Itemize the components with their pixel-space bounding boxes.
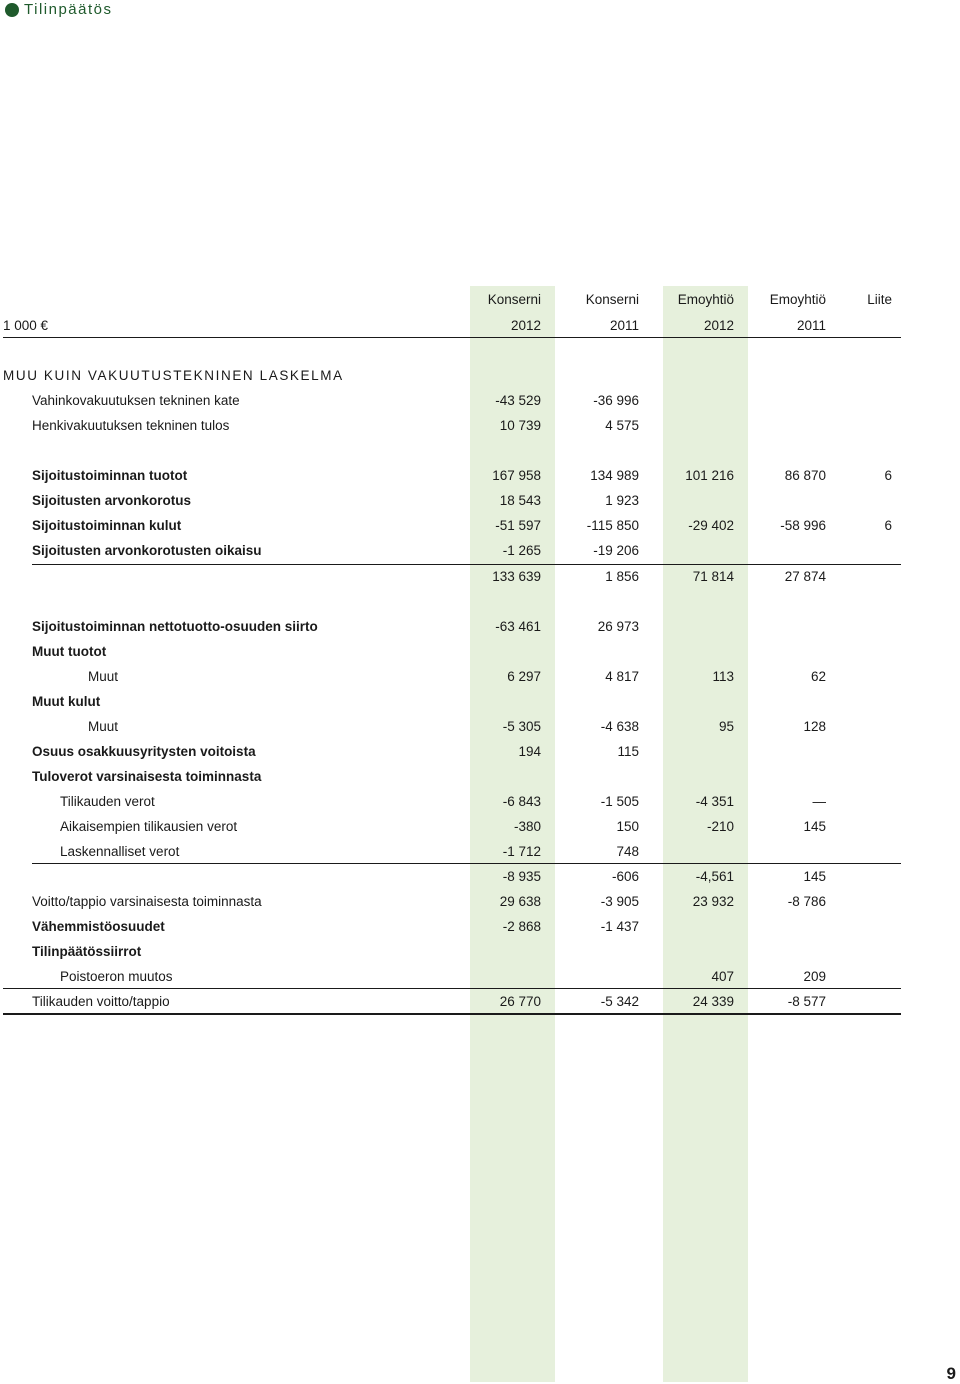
row-label: Sijoitustoiminnan kulut [32, 518, 182, 533]
row-value-col3: 23 932 [692, 894, 734, 909]
row-value-col1: 133 639 [492, 569, 541, 584]
year-3: 2012 [703, 318, 734, 333]
row-value-col2: -115 850 [586, 518, 639, 533]
row-value-col4: 27 874 [784, 569, 826, 584]
table-row [0, 819, 960, 841]
row-value-col1: -5 305 [502, 719, 541, 734]
column-heads-row [0, 292, 960, 314]
row-value-col2: -1 437 [600, 919, 639, 934]
row-value-col5: 6 [884, 518, 892, 533]
row-value-col2: 134 989 [590, 468, 639, 483]
row-label: Sijoitusten arvonkorotus [32, 493, 192, 508]
col-head-5: Liite [867, 292, 892, 307]
row-value-col2: 748 [616, 844, 639, 859]
table-row [0, 794, 960, 816]
table-row [0, 543, 960, 565]
row-label: Sijoitustoiminnan tuotot [32, 468, 188, 483]
row-label: Muut [88, 719, 119, 734]
row-value-col2: 115 [617, 744, 639, 759]
table-row [0, 769, 960, 791]
row-value-col2: 26 973 [597, 619, 639, 634]
row-value-col4: -58 996 [780, 518, 826, 533]
row-value-col2: 150 [616, 819, 639, 834]
table-row [0, 919, 960, 941]
row-value-col3: 101 216 [685, 468, 734, 483]
unit-label: 1 000 € [3, 318, 49, 333]
year-4: 2011 [796, 318, 826, 333]
row-value-col1: -6 843 [502, 794, 541, 809]
row-value-col5: 6 [884, 468, 892, 483]
row-label: Sijoitusten arvonkorotusten oikaisu [32, 543, 262, 558]
row-value-col4: 86 870 [784, 468, 826, 483]
col-head-4: Emoyhtiö [769, 292, 826, 307]
row-value-col2: -606 [611, 869, 639, 884]
row-value-col4: 145 [803, 869, 826, 884]
row-value-col2: -1 505 [600, 794, 639, 809]
subtotal-rule [3, 988, 901, 989]
row-value-col1: 26 770 [499, 994, 541, 1009]
row-value-col1: 6 297 [507, 669, 541, 684]
row-value-col4: -8 577 [787, 994, 826, 1009]
row-label: Aikaisempien tilikausien verot [60, 819, 238, 834]
row-value-col1: 167 958 [492, 468, 541, 483]
subtotal-rule [3, 1013, 901, 1015]
row-value-col4: 128 [803, 719, 826, 734]
row-value-col1: -51 597 [495, 518, 541, 533]
table-row [0, 619, 960, 641]
row-value-col3: 71 814 [692, 569, 734, 584]
row-label: Henkivakuutuksen tekninen tulos [32, 418, 230, 433]
row-value-col1: -43 529 [495, 393, 541, 408]
table-row [0, 493, 960, 515]
year-2: 2011 [609, 318, 639, 333]
table-row [0, 869, 960, 891]
row-value-col2: 1 923 [605, 493, 639, 508]
row-value-col4: — [812, 794, 826, 809]
row-value-col2: -19 206 [593, 543, 639, 558]
row-value-col2: -5 342 [600, 994, 639, 1009]
row-value-col3: 407 [711, 969, 734, 984]
row-value-col1: -1 265 [502, 543, 541, 558]
row-value-col3: -29 402 [688, 518, 734, 533]
col-head-2: Konserni [585, 292, 639, 307]
table-row [0, 418, 960, 440]
table-row [0, 569, 960, 591]
col-head-3: Emoyhtiö [677, 292, 734, 307]
row-value-col3: 95 [718, 719, 734, 734]
row-label: Muut tuotot [32, 644, 107, 659]
row-label: Muut [88, 669, 119, 684]
subtotal-rule [32, 564, 901, 565]
row-value-col4: 209 [803, 969, 826, 984]
row-value-col4: 145 [803, 819, 826, 834]
year-1: 2012 [510, 318, 541, 333]
row-label: Tuloverot varsinaisesta toiminnasta [32, 769, 262, 784]
row-value-col3: 113 [712, 669, 734, 684]
table-row [0, 694, 960, 716]
row-value-col3: -4,561 [695, 869, 734, 884]
page-header-title: Tilinpäätös [24, 1, 113, 18]
row-value-col1: 29 638 [499, 894, 541, 909]
row-value-col1: 194 [518, 744, 541, 759]
row-label: Tilikauden voitto/tappio [32, 994, 170, 1009]
row-value-col2: 4 817 [605, 669, 639, 684]
col-head-1: Konserni [487, 292, 541, 307]
row-value-col3: 24 339 [692, 994, 734, 1009]
row-label: Tilinpäätössiirrot [32, 944, 142, 959]
table-row [0, 944, 960, 966]
row-value-col1: -380 [513, 819, 541, 834]
table-row [0, 393, 960, 415]
row-label: Sijoitustoiminnan nettotuotto-osuuden siirto [32, 619, 318, 634]
header-rule [3, 337, 901, 338]
row-value-col2: 4 575 [605, 418, 639, 433]
table-row [0, 644, 960, 666]
table-row [0, 669, 960, 691]
table-row [0, 894, 960, 916]
row-value-col3: -4 351 [695, 794, 734, 809]
row-label: Laskennalliset verot [60, 844, 180, 859]
table-row [0, 468, 960, 490]
page-number: 9 [946, 1364, 956, 1383]
subtotal-rule [32, 863, 901, 864]
section-title: MUU KUIN VAKUUTUSTEKNINEN LASKELMA [3, 368, 344, 383]
row-label: Muut kulut [32, 694, 101, 709]
row-value-col1: -63 461 [495, 619, 541, 634]
row-value-col2: -36 996 [593, 393, 639, 408]
row-value-col1: -1 712 [502, 844, 541, 859]
table-row [0, 518, 960, 540]
row-value-col3: -210 [706, 819, 734, 834]
row-value-col4: 62 [810, 669, 826, 684]
row-value-col1: -8 935 [502, 869, 541, 884]
row-label: Vahinkovakuutuksen tekninen kate [32, 393, 240, 408]
row-value-col1: 10 739 [499, 418, 541, 433]
row-label: Poistoeron muutos [60, 969, 173, 984]
row-value-col2: 1 856 [605, 569, 639, 584]
row-label: Vähemmistöosuudet [32, 919, 165, 934]
row-value-col1: -2 868 [502, 919, 541, 934]
row-label: Voitto/tappio varsinaisesta toiminnasta [32, 894, 262, 909]
row-value-col2: -3 905 [600, 894, 639, 909]
row-value-col2: -4 638 [600, 719, 639, 734]
row-label: Tilikauden verot [60, 794, 155, 809]
section-title-row [0, 368, 960, 390]
row-label: Osuus osakkuusyritysten voitoista [32, 744, 256, 759]
table-row [0, 744, 960, 766]
row-value-col4: -8 786 [787, 894, 826, 909]
row-value-col1: 18 543 [499, 493, 541, 508]
table-row [0, 719, 960, 741]
